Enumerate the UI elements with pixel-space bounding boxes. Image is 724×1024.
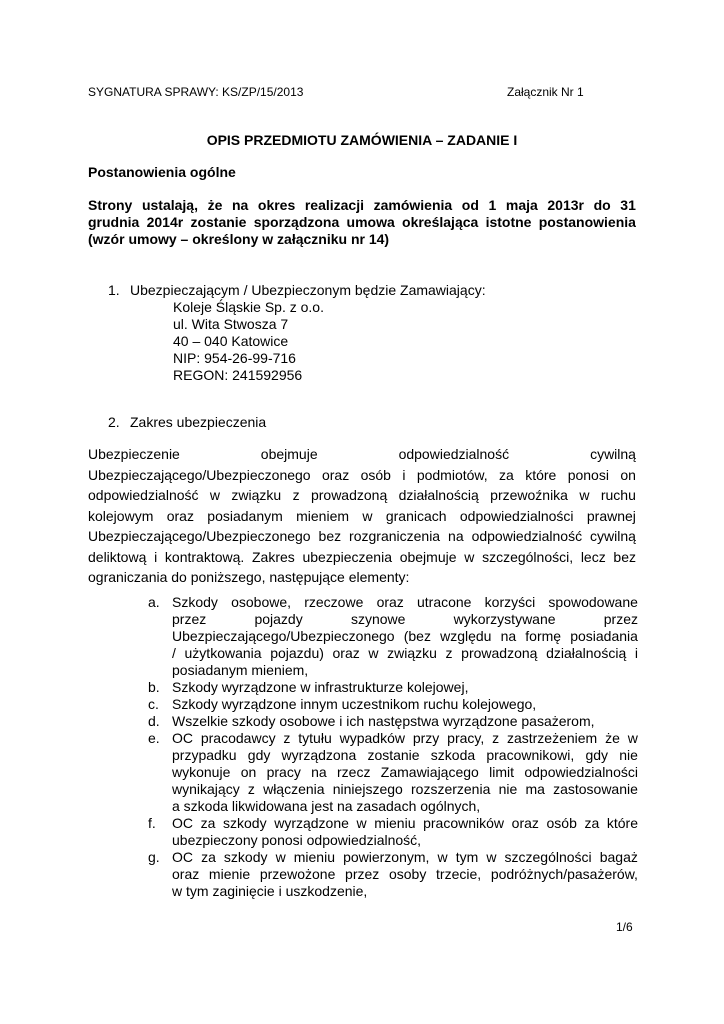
item-text: Ubezpieczającym / Ubezpieczonym będzie Zamawiający: (130, 282, 486, 298)
word: Ubezpieczenie (88, 446, 180, 462)
word: obejmuje (260, 446, 318, 462)
word: pojazdy (254, 611, 303, 627)
word: w (362, 507, 373, 524)
word: które (525, 466, 557, 483)
intro-line (88, 197, 636, 214)
scope-line (88, 506, 636, 527)
word: za (584, 815, 600, 831)
item-line (172, 849, 638, 866)
word: na (231, 197, 249, 213)
word: obejmuje (399, 548, 457, 565)
word: on (240, 764, 257, 780)
word: on (620, 466, 636, 483)
item-line (172, 815, 638, 832)
word: posiadanym (207, 507, 283, 524)
word: w (275, 849, 286, 865)
item-label: c. (148, 696, 159, 712)
word: odpowiedzialność (471, 528, 583, 544)
item-line (172, 645, 638, 662)
word: do (593, 197, 611, 213)
scope-line (88, 444, 636, 465)
item-label: d. (148, 713, 160, 729)
word: rozszerzenia (411, 781, 491, 797)
word: działalnością (398, 487, 479, 503)
word: 2014r (146, 214, 184, 230)
postal-city: 40 – 040 Katowice (173, 333, 289, 349)
word: utracone (416, 594, 472, 610)
word: i (154, 548, 158, 565)
word: mieniem (296, 507, 350, 524)
scope-line (88, 485, 636, 506)
word: w (486, 849, 497, 865)
word: zastosowanie (553, 781, 638, 797)
word: od (461, 197, 479, 213)
intro-line (88, 214, 636, 231)
word: na (448, 528, 464, 544)
item-line (172, 628, 638, 645)
scope-line (88, 547, 636, 568)
word: oraz (376, 594, 404, 610)
word: osoby (388, 866, 427, 882)
word: podmiotów, (416, 466, 488, 483)
word: szkoda (430, 747, 476, 763)
word: prawnej (586, 507, 636, 524)
word: okres (257, 197, 296, 213)
word: 1 (488, 197, 497, 213)
word: 31 (620, 197, 636, 213)
item-label: f. (148, 815, 156, 831)
item-line: w tym zaginięcie i uszkodzenie, (172, 883, 368, 899)
word: szkody (223, 815, 267, 831)
item-line (172, 611, 638, 628)
page-number: 1/6 (616, 920, 633, 934)
item-line (172, 866, 638, 883)
word: grudnia (88, 214, 140, 230)
word: w (356, 815, 367, 831)
item-line: Wszelkie szkody osobowe i ich następstwa wyrządzone pasażerom, (172, 713, 595, 729)
item-line (172, 594, 638, 611)
word: Ubezpieczającego/Ubezpieczonego (88, 528, 311, 544)
word: wyrządzone (274, 815, 349, 831)
word: przy (412, 730, 440, 746)
word: że (207, 197, 223, 213)
item-line: posiadanym mieniem, (172, 662, 309, 678)
item-line: a szkoda likwidowana jest na zasadach ogólnych, (172, 798, 481, 814)
word: włączenia (263, 781, 325, 797)
word: tym (455, 849, 479, 865)
word: sporządzona (253, 214, 340, 230)
word: gdy (585, 747, 609, 763)
word: pracowników (423, 815, 505, 831)
lettered-item-c (148, 696, 638, 713)
word: zostanie (190, 214, 247, 230)
word: szczególności (504, 849, 592, 865)
word: realizacji (304, 197, 364, 213)
word: względu (440, 628, 492, 644)
street: ul. Wita Stwosza 7 (173, 316, 289, 332)
word: ustalają, (141, 197, 198, 213)
word: maja (505, 197, 538, 213)
item-line: Szkody wyrządzone w infrastrukturze kolejowej, (172, 679, 469, 695)
word: trzecie, (436, 866, 482, 882)
word: OC (172, 849, 193, 865)
word: / (172, 645, 176, 661)
item-label: a. (148, 594, 160, 610)
word: ubezpieczenia (302, 548, 392, 565)
section-heading: Postanowienia ogólne (88, 164, 236, 180)
word: kolejowym (88, 507, 154, 524)
lettered-item-b (148, 679, 638, 696)
scope-line: ograniczania do poniższego, następujące elementy: (88, 569, 410, 585)
item-line (172, 747, 638, 764)
scope-line (88, 465, 636, 486)
word: z (283, 730, 291, 746)
case-signature: SYGNATURA SPRAWY: KS/ZP/15/2013 (88, 85, 304, 99)
word: z (492, 730, 500, 746)
intro-line: (wzór umowy – określony w załączniku nr 14) (88, 231, 390, 247)
word: mieniu (374, 815, 416, 831)
word: cywilną (590, 528, 636, 544)
word: prowadzoną (461, 645, 538, 661)
word: w (209, 487, 221, 503)
word: Szkody (172, 594, 218, 610)
intro-paragraph (88, 197, 636, 248)
word: wykorzystywane (453, 611, 556, 627)
word: szynowe (350, 611, 406, 627)
word: pracodawcy (200, 730, 276, 746)
item-line: ubezpieczony ponosi odpowiedzialność, (172, 832, 422, 848)
word: przez (603, 611, 638, 627)
word: odpowiedzialność (398, 446, 510, 462)
word: szkody (223, 849, 268, 865)
word: ponosi (567, 466, 609, 483)
word: oraz (172, 866, 200, 882)
word: związku (231, 487, 282, 503)
word: Zakres (251, 548, 295, 565)
word: oraz (166, 507, 194, 524)
attachment-label: Załącznik Nr 1 (507, 85, 584, 99)
word: które (606, 815, 638, 831)
word: odpowiedzialność (88, 487, 199, 503)
address-block (173, 299, 324, 384)
word: w (368, 645, 379, 661)
word: przypadku (172, 747, 237, 763)
word: mieniu (293, 849, 335, 865)
word: przewożone (259, 866, 336, 882)
word: osób (546, 815, 577, 831)
word: prowadzoną (310, 487, 388, 503)
word: wypadków (339, 730, 405, 746)
word: przez (345, 866, 380, 882)
word: szczególności, (482, 548, 574, 565)
word: zostanie (367, 747, 420, 763)
word: rzecz (337, 764, 371, 780)
word: w (627, 730, 638, 746)
lettered-item-f (148, 815, 638, 849)
word: bez (318, 528, 342, 544)
lettered-item-g (148, 849, 638, 900)
scope-paragraph (88, 444, 636, 588)
lettered-item-d (148, 713, 638, 730)
word: rzeczowe (304, 594, 364, 610)
word: wykonuje (172, 764, 231, 780)
word: niniejszego (332, 781, 403, 797)
word: OC (172, 815, 193, 831)
word: istotne (485, 214, 532, 230)
word: za (201, 849, 216, 865)
word: formę (525, 628, 562, 644)
regon: REGON: 241592956 (173, 367, 303, 383)
word: odpowiedzialności (459, 507, 574, 524)
word: i (402, 466, 406, 483)
word: działalnością (546, 645, 627, 661)
word: ruchu (600, 487, 636, 503)
word: określająca (402, 214, 479, 230)
word: i (634, 645, 638, 661)
word: zastrzeżeniem (506, 730, 598, 746)
word: Ubezpieczającego/Ubezpieczonego (172, 628, 395, 644)
word: limit (489, 764, 515, 780)
nip: NIP: 954-26-99-716 (173, 350, 296, 366)
word: pojazdu) (270, 645, 324, 661)
word: oraz (321, 466, 350, 483)
word: użytkowania (184, 645, 262, 661)
word: gdy (247, 747, 271, 763)
word: umowa (346, 214, 395, 230)
word: oraz (332, 645, 360, 661)
scope-line (88, 526, 636, 547)
word: rozgraniczenia (349, 528, 441, 544)
word: granicach (385, 507, 447, 524)
item-label: e. (148, 730, 160, 746)
item-text: Zakres ubezpieczenia (130, 414, 267, 430)
page-title: OPIS PRZEDMIOTU ZAMÓWIENIA – ZADANIE I (206, 132, 518, 148)
item-line: Szkody wyrządzone innym uczestnikom ruchu kolejowego, (172, 696, 537, 712)
word: bez (613, 548, 636, 565)
word: cywilną (590, 446, 636, 462)
word: przez (172, 611, 207, 627)
word: oraz (511, 815, 539, 831)
word: lecz (580, 548, 606, 565)
word: pracy, (447, 730, 485, 746)
word: osób (360, 466, 391, 483)
lettered-item-e (148, 730, 638, 815)
word: deliktową (88, 548, 147, 565)
lettered-list (148, 594, 638, 900)
word: mienie (208, 866, 251, 882)
word: z (292, 487, 300, 503)
word: osobowe, (231, 594, 292, 610)
word: na (311, 764, 327, 780)
word: spowodowane (548, 594, 638, 610)
item-label: g. (148, 849, 160, 865)
word: związku (387, 645, 437, 661)
word: podróżnych/pasażerów, (490, 866, 638, 882)
word: ma (525, 781, 545, 797)
word: postanowienia (538, 214, 636, 230)
item-line (172, 781, 638, 798)
word: w (437, 849, 448, 865)
word: Ubezpieczającego/Ubezpieczonego (88, 466, 311, 483)
word: w (579, 487, 590, 503)
item-number: 2. (108, 414, 120, 430)
word: pracy (266, 764, 301, 780)
numbered-item-2 (108, 414, 266, 431)
word: powierzonym, (343, 849, 430, 865)
word: zamówienia (373, 197, 453, 213)
word: 2013r (547, 197, 584, 213)
word: za (499, 466, 514, 483)
word: korzyści (484, 594, 536, 610)
word: tytułu (298, 730, 332, 746)
word: wyrządzona (281, 747, 357, 763)
item-line (172, 764, 638, 781)
word: kontraktową. (164, 548, 245, 565)
word: pracownikowi, (486, 747, 575, 763)
word: za (200, 815, 216, 831)
item-label: b. (148, 679, 160, 695)
word: w (464, 548, 475, 565)
lettered-item-a (148, 594, 638, 679)
word: (bez (403, 628, 431, 644)
word: Strony (88, 197, 133, 213)
word: przewoźnika (490, 487, 568, 503)
word: że (605, 730, 620, 746)
item-line (172, 730, 638, 747)
word: Zamawiającego (380, 764, 479, 780)
word: posiadania (570, 628, 638, 644)
item-number: 1. (108, 282, 120, 298)
company-name: Koleje Śląskie Sp. z o.o. (173, 299, 324, 315)
word: wynikający (172, 781, 240, 797)
word: nie (498, 781, 518, 797)
word: nie (619, 747, 638, 763)
word: z (445, 645, 453, 661)
word: na (500, 628, 517, 644)
word: OC (172, 730, 193, 746)
word: z (247, 781, 255, 797)
word: bagaż (599, 849, 638, 865)
numbered-item-1 (108, 282, 486, 299)
word: odpowiedzialności (524, 764, 638, 780)
